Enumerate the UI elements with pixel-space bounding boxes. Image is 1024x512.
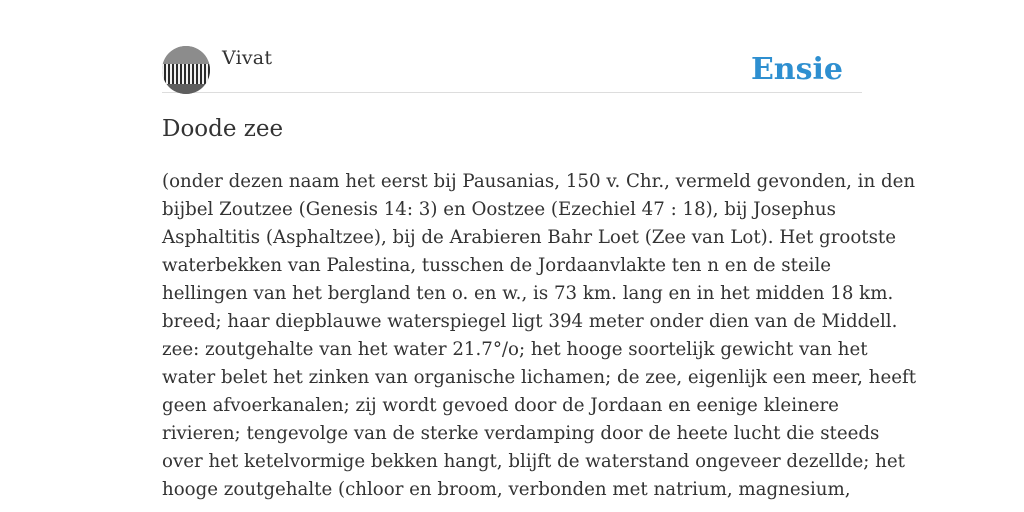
- article-line: hooge zoutgehalte (chloor en broom, verbonden met natrium, magnesium,: [162, 479, 851, 500]
- page-title: Doode zee: [162, 116, 284, 142]
- article-line: hellingen van het bergland ten o. en w., is 73 km. lang en in het midden 18 km.: [162, 283, 894, 304]
- article-line: rivieren; tengevolge van de sterke verdamping door de heete lucht die steeds: [162, 423, 880, 444]
- article-line: Asphaltitis (Asphaltzee), bij de Arabieren Bahr Loet (Zee van Lot). Het grootste: [162, 227, 897, 248]
- site-header: [162, 46, 862, 93]
- avatar-bottom: [162, 84, 210, 94]
- article-body: [162, 168, 917, 504]
- article-line: zee: zoutgehalte van het water 21.7°/o; het hooge soortelijk gewicht van het: [162, 339, 868, 360]
- article-line: bijbel Zoutzee (Genesis 14: 3) en Oostzee (Ezechiel 47 : 18), bij Josephus: [162, 199, 836, 220]
- article-line: (onder dezen naam het eerst bij Pausanias, 150 v. Chr., vermeld gevonden, in den: [162, 171, 916, 192]
- article-line: geen afvoerkanalen; zij wordt gevoed door de Jordaan en eenige kleinere: [162, 395, 839, 416]
- avatar-top: [162, 46, 210, 64]
- article-line: over het ketelvormige bekken hangt, blijft de waterstand ongeveer dezellde; het: [162, 451, 905, 472]
- author-name[interactable]: Vivat: [222, 47, 273, 69]
- article-line: water belet het zinken van organische lichamen; de zee, eigenlijk een meer, heeft: [162, 367, 917, 388]
- article-line: waterbekken van Palestina, tusschen de Jordaanvlakte ten n en de steile: [162, 255, 832, 276]
- article-line: breed; haar diepblauwe waterspiegel ligt 394 meter onder dien van de Middell.: [162, 311, 898, 332]
- brand-logo[interactable]: Ensie: [750, 52, 843, 87]
- author-avatar[interactable]: [162, 46, 210, 94]
- avatar-stripes: [162, 64, 210, 84]
